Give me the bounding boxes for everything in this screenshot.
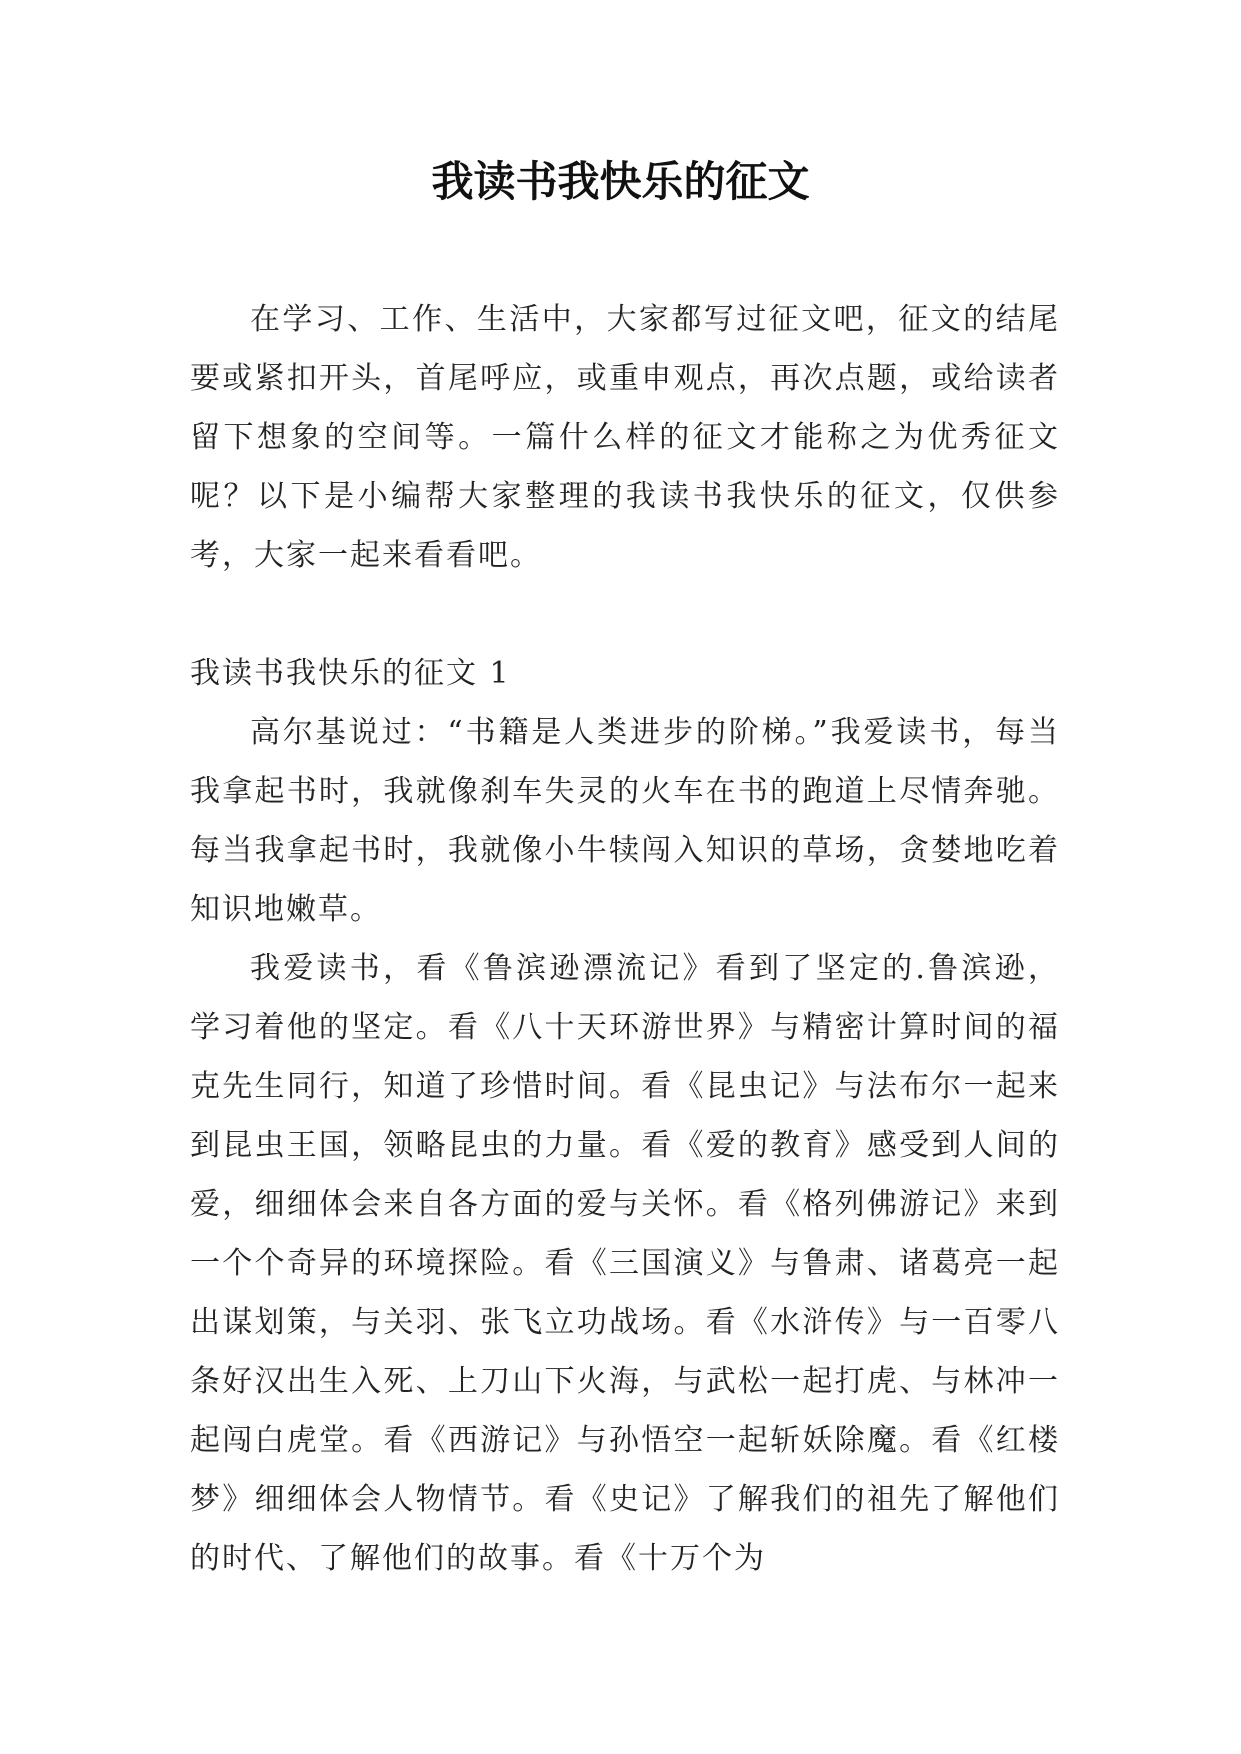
document-title: 我读书我快乐的征文 bbox=[431, 157, 810, 206]
intro-paragraph: 在学习、工作、生活中，大家都写过征文吧，征文的结尾要或紧扣开头，首尾呼应，或重申观点，再次点题，或给读者留下想象的空间等。一篇什么样的征文才能称之为优秀征文呢？以下是小编帮大家整理的我读书我快乐的征文，仅供参考，大家一起来看看吧。 bbox=[190, 302, 1060, 573]
body-paragraph-2: 我爱读书，看《鲁滨逊漂流记》看到了坚定的.鲁滨逊，学习着他的坚定。看《八十天环游世界》与精密计算时间的福克先生同行，知道了珍惜时间。看《昆虫记》与法布尔一起来到昆虫王国，领略昆虫的力量。看《爱的教育》感受到人间的爱，细细体会来自各方面的爱与关怀。看《格列佛游记》来到一个个奇异的环境探险。看《三国演义》与鲁肃、诸葛亮一起出谋划策，与关羽、张飞立功战场。看《水浒传》与一百零八条好汉出生入死、上刀山下火海，与武松一起打虎、与林冲一起闯白虎堂。看《西游记》与孙悟空一起斩妖除魔。看《红楼梦》细细体会人物情节。看《史记》了解我们的祖先了解他们的时代、了解他们的故事。看《十万个为 bbox=[190, 951, 1060, 1576]
body-paragraph-1: 高尔基说过：“书籍是人类进步的阶梯。”我爱读书，每当我拿起书时，我就像刹车失灵的火车在书的跑道上尽情奔驰。每当我拿起书时，我就像小牛犊闯入知识的草场，贪婪地吃着知识地嫩草。 bbox=[190, 715, 1060, 927]
section-heading: 我读书我快乐的征文 1 bbox=[190, 656, 511, 691]
document-body bbox=[190, 290, 1060, 1588]
